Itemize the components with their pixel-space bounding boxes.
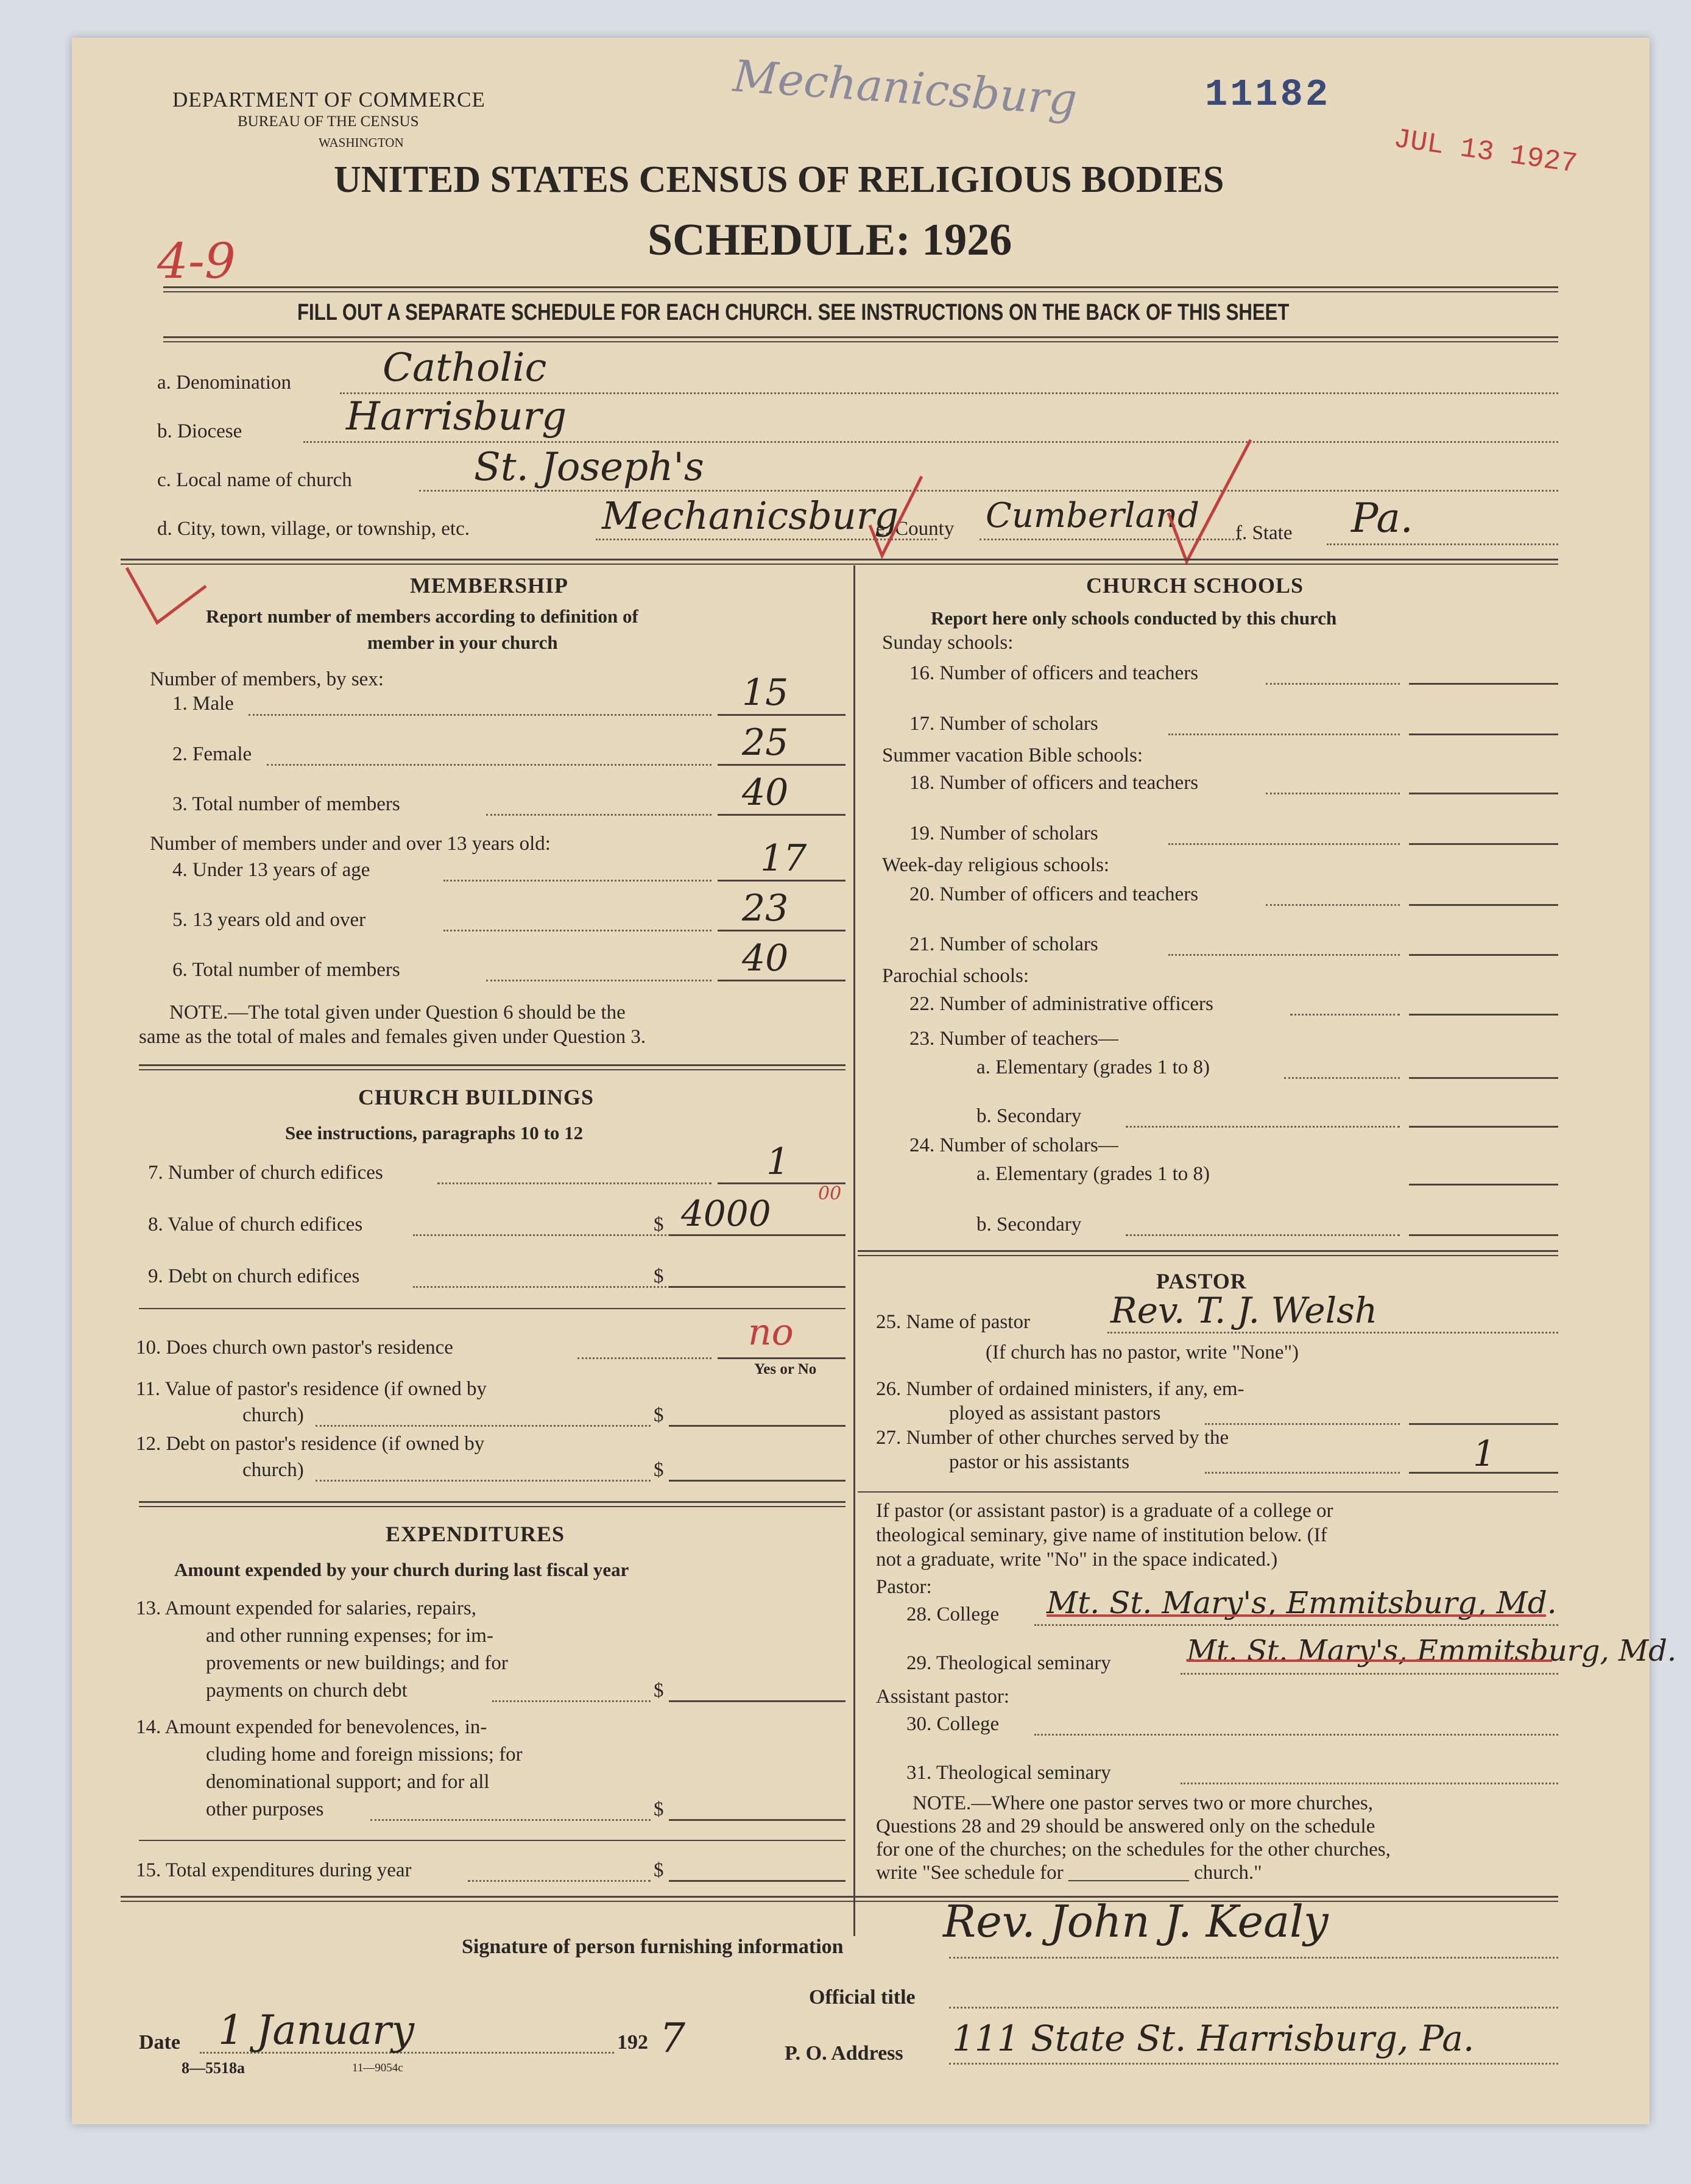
diocese-label: b. Diocese — [157, 420, 242, 442]
schedule-year: SCHEDULE: 1926 — [648, 215, 1012, 265]
q31-label: 31. Theological seminary — [906, 1762, 1111, 1784]
form-title: UNITED STATES CENSUS OF RELIGIOUS BODIES — [334, 159, 1224, 200]
po-address-label: P. O. Address — [785, 2042, 903, 2065]
q25-note: (If church has no pastor, write "None") — [986, 1341, 1299, 1363]
year-prefix: 192 — [617, 2031, 648, 2054]
expenditures-sub: Amount expended by your church during last fiscal year — [174, 1559, 629, 1580]
year-suffix[interactable]: 7 — [660, 2015, 685, 2062]
q27-value[interactable]: 1 — [1473, 1433, 1495, 1474]
by-sex-label: Number of members, by sex: — [150, 668, 384, 690]
pastor-note-2: Questions 28 and 29 should be answered only on the schedule — [876, 1815, 1375, 1837]
received-stamp: JUL 13 1927 — [1391, 123, 1580, 181]
q15-label: 15. Total expenditures during year — [136, 1859, 412, 1881]
schools-heading: CHURCH SCHOOLS — [1086, 573, 1304, 598]
sunday-label: Sunday schools: — [882, 632, 1014, 654]
q28-label: 28. College — [906, 1603, 1000, 1625]
q27-label-b: pastor or his assistants — [949, 1451, 1130, 1473]
q26-label-b: ployed as assistant pastors — [949, 1402, 1161, 1424]
buildings-heading: CHURCH BUILDINGS — [358, 1085, 595, 1109]
q13-line-1: 13. Amount expended for salaries, repairs, — [136, 1597, 477, 1619]
q21-label: 21. Number of scholars — [909, 933, 1098, 955]
q4-value[interactable]: 17 — [760, 837, 807, 880]
q20-label: 20. Number of officers and teachers — [909, 883, 1199, 905]
city-value[interactable]: Mechanicsburg — [602, 493, 899, 538]
signature-label: Signature of person furnishing information — [462, 1935, 844, 1958]
q1-value[interactable]: 15 — [742, 671, 789, 714]
q3-label: 3. Total number of members — [172, 793, 400, 815]
week-label: Week-day religious schools: — [882, 854, 1110, 876]
summer-label: Summer vacation Bible schools: — [882, 744, 1143, 766]
bureau-line: BUREAU OF THE CENSUS — [238, 113, 419, 130]
instruction-line: FILL OUT A SEPARATE SCHEDULE FOR EACH CHURCH. SEE INSTRUCTIONS ON THE BACK OF THIS SHEET — [297, 300, 1290, 325]
yes-no-hint: Yes or No — [754, 1361, 817, 1377]
q13-line-3: provements or new buildings; and for — [206, 1652, 508, 1674]
q7-value[interactable]: 1 — [766, 1140, 790, 1183]
q14-line-3: denominational support; and for all — [206, 1771, 490, 1793]
assistant-subhead: Assistant pastor: — [876, 1686, 1010, 1708]
by-age-label: Number of members under and over 13 years old: — [150, 833, 551, 855]
q26-label-a: 26. Number of ordained ministers, if any, em- — [876, 1378, 1244, 1400]
grad-note-2: theological seminary, give name of institution below. (If — [876, 1524, 1327, 1546]
q19-label: 19. Number of scholars — [909, 822, 1098, 844]
grad-note-3: not a graduate, write "No" in the space indicated.) — [876, 1549, 1278, 1571]
q8-cents: 00 — [818, 1183, 842, 1204]
q24-label: 24. Number of scholars— — [909, 1134, 1118, 1156]
membership-intro-1: Report number of members according to definition of — [206, 606, 638, 627]
q12-label-a: 12. Debt on pastor's residence (if owned by — [136, 1433, 485, 1455]
q30-label: 30. College — [906, 1713, 1000, 1735]
pastor-heading: PASTOR — [1156, 1269, 1247, 1293]
q10-value[interactable]: no — [748, 1311, 794, 1354]
pastor-note-3: for one of the churches; on the schedules for the other churches, — [876, 1839, 1391, 1861]
q11-label-a: 11. Value of pastor's residence (if owned by — [136, 1378, 487, 1400]
q3-value[interactable]: 40 — [742, 771, 789, 814]
signature-value[interactable]: Rev. John J. Kealy — [943, 1896, 1329, 1947]
census-form-sheet: DEPARTMENT OF COMMERCE BUREAU OF THE CENSUS WASHINGTON Mechanicsburg 11182 JUL 13 1927 UNITED STATES CENSUS OF RELIGIOUS BODIES SCHEDULE: 1926 4-9 FILL OUT A SEPARATE SCHEDULE FOR EACH CHURCH. SEE INSTRUCTIONS ON THE BACK OF THIS SHEET a. Denomination Catholic b. Diocese Harrisburg c. Local name of church St. Joseph's d. City, town, village, or township, etc. Mechanicsburg e. County Cumberland f. State Pa. MEMBERSHIP Report number of members according to definition of member in your church Number of members, by sex: 1. Male 15 2. Female 25 3. Total number of members 40 Number of members under and over 13 years old: 4. Under 13 years of age 17 5. 13 years old and over 23 6. Total number of members 40 NOTE.—The total given under Question 6 should be the same as the total of males and females given under Question 3. CHURCH BUILDINGS See instructions, paragraphs 10 to 12 7. Number of church edifices 1 8. Value of church edifices $ 4000 00 9. Debt on church edifices $ 10. Does church own pastor's residence no Yes or No 11. Value of pastor's residence (if owned by church) $ 12. Debt on pastor's residence (if owned by church) $ EXPENDITURES Amount expended by your church during last fiscal year 13. Amount expended for salaries, repairs, and other running expenses; for im- provements or new buildings; and for payments on church debt $ 14. Amount expended for benevolences, in- cluding home and foreign missions; for denominational support; and for all other purposes $ 15. Total expenditures during year $ CHURCH SCHOOLS Report here only schools conducted by this church Sunday schools: 16. Number of officers and teachers 17. Number of scholars Summer vacation Bible schools: 18. Number of officers and teachers 19. Number of scholars Week-day religious schools: 20. Number of officers and teachers 21. Number of scholars Parochial schools: 22. Number of administrative officers 23. Number of teachers— a. Elementary (grades 1 to 8) b. Secondary 24. Number of scholars— a. Elementary (grades 1 to 8) b. Secondary PASTOR 25. Name of pastor Rev. T. J. Welsh (If church has no pastor, write "None") 26. Number of ordained ministers, if any, em- ployed as assistant pastors 27. Number of other churches served by the pastor or his assistants 1 If pastor (or assistant pastor) is a graduate of a college or theological seminary, give name of institution below. (If not a graduate, write "No" in the space indicated.) Pastor: 28. College Mt. St. Mary's, Emmitsburg, Md. 29. Theological seminary Mt. St. Mary's, Emmitsburg, Md. Assistant pastor: 30. College 31. Theological seminary NOTE.—Where one pastor serves two or more churches, Questions 28 and 29 should be answered only on the schedule for one of the churches; on the schedules for the other churches, write "See schedule for ____________ church." Signature of person furnishing information Rev. John J. Kealy Official title Date 1 January 192 7 P. O. Address 111 State St. Harrisburg, Pa. 8—5518a 11—9054c — [72, 38, 1650, 2124]
date-value[interactable]: 1 January — [218, 2007, 414, 2054]
q24a-label: a. Elementary (grades 1 to 8) — [976, 1163, 1210, 1185]
denomination-label: a. Denomination — [157, 372, 291, 394]
pastor-subhead: Pastor: — [876, 1576, 932, 1598]
state-value[interactable]: Pa. — [1351, 495, 1413, 542]
q18-label: 18. Number of officers and teachers — [909, 772, 1199, 794]
q13-line-4: payments on church debt — [206, 1680, 408, 1702]
schedule-number: 11182 — [1205, 73, 1331, 116]
q5-value[interactable]: 23 — [742, 887, 789, 930]
q29-label: 29. Theological seminary — [906, 1652, 1111, 1674]
handwritten-town-top: Mechanicsburg — [731, 50, 1079, 125]
membership-note-2: same as the total of males and females given under Question 3. — [139, 1026, 646, 1048]
county-value[interactable]: Cumberland — [986, 496, 1199, 535]
q24b-label: b. Secondary — [976, 1214, 1082, 1235]
margin-mark: 4-9 — [157, 233, 236, 289]
q8-label: 8. Value of church edifices — [148, 1214, 363, 1235]
membership-intro-2: member in your church — [367, 632, 558, 653]
q14-line-2: cluding home and foreign missions; for — [206, 1744, 523, 1765]
q6-value[interactable]: 40 — [742, 937, 789, 980]
diocese-value[interactable]: Harrisburg — [346, 394, 567, 439]
membership-note-1: NOTE.—The total given under Question 6 should be the — [169, 1002, 626, 1023]
q4-label: 4. Under 13 years of age — [172, 859, 370, 881]
q2-value[interactable]: 25 — [742, 721, 789, 764]
q12-label-b: church) — [242, 1459, 304, 1481]
q29-strike — [1187, 1659, 1552, 1662]
q28-strike — [1047, 1614, 1546, 1617]
q27-label-a: 27. Number of other churches served by the — [876, 1427, 1229, 1449]
form-number: 8—5518a — [182, 2059, 245, 2077]
city-label: d. City, town, village, or township, etc. — [157, 518, 470, 540]
date-label: Date — [139, 2031, 180, 2054]
schools-sub: Report here only schools conducted by this church — [931, 607, 1337, 629]
q6-label: 6. Total number of members — [172, 959, 400, 981]
q25-label: 25. Name of pastor — [876, 1311, 1030, 1333]
q23a-label: a. Elementary (grades 1 to 8) — [976, 1056, 1210, 1078]
department-line: DEPARTMENT OF COMMERCE — [172, 88, 485, 111]
official-title-label: Official title — [809, 1986, 916, 2009]
q22-label: 22. Number of administrative officers — [909, 993, 1213, 1015]
q23b-label: b. Secondary — [976, 1105, 1082, 1127]
po-address-value[interactable]: 111 State St. Harrisburg, Pa. — [952, 2018, 1475, 2059]
q1-label: 1. Male — [172, 693, 234, 715]
state-label: f. State — [1235, 522, 1293, 544]
q10-label: 10. Does church own pastor's residence — [136, 1337, 453, 1359]
q13-line-2: and other running expenses; for im- — [206, 1625, 493, 1647]
expenditures-heading: EXPENDITURES — [386, 1522, 565, 1546]
q7-label: 7. Number of church edifices — [148, 1162, 383, 1184]
q17-label: 17. Number of scholars — [909, 713, 1098, 735]
q23-label: 23. Number of teachers— — [909, 1028, 1118, 1050]
q29-value[interactable]: Mt. St. Mary's, Emmitsburg, Md. — [1187, 1634, 1677, 1668]
buildings-sub: See instructions, paragraphs 10 to 12 — [285, 1122, 584, 1143]
q16-label: 16. Number of officers and teachers — [909, 662, 1199, 684]
pastor-note-1: NOTE.—Where one pastor serves two or more churches, — [913, 1792, 1373, 1814]
q14-line-1: 14. Amount expended for benevolences, in- — [136, 1716, 487, 1738]
county-label: e. County — [876, 518, 955, 540]
city-line: WASHINGTON — [319, 135, 404, 150]
q9-label: 9. Debt on church edifices — [148, 1265, 360, 1287]
church-name-label: c. Local name of church — [157, 469, 352, 491]
church-name-value[interactable]: St. Joseph's — [474, 445, 704, 490]
q14-line-4: other purposes — [206, 1798, 324, 1820]
parochial-label: Parochial schools: — [882, 965, 1029, 987]
q28-value[interactable]: Mt. St. Mary's, Emmitsburg, Md. — [1047, 1585, 1557, 1620]
grad-note-1: If pastor (or assistant pastor) is a graduate of a college or — [876, 1500, 1333, 1522]
q5-label: 5. 13 years old and over — [172, 909, 366, 931]
print-number: 11—9054c — [352, 2062, 403, 2074]
q2-label: 2. Female — [172, 743, 252, 765]
pastor-name-value[interactable]: Rev. T. J. Welsh — [1110, 1290, 1378, 1331]
q8-value[interactable]: 4000 — [681, 1193, 771, 1234]
q11-label-b: church) — [242, 1404, 304, 1426]
pastor-note-4: write "See schedule for ____________ church." — [876, 1862, 1262, 1884]
membership-heading: MEMBERSHIP — [410, 573, 569, 598]
denomination-value[interactable]: Catholic — [383, 345, 547, 391]
